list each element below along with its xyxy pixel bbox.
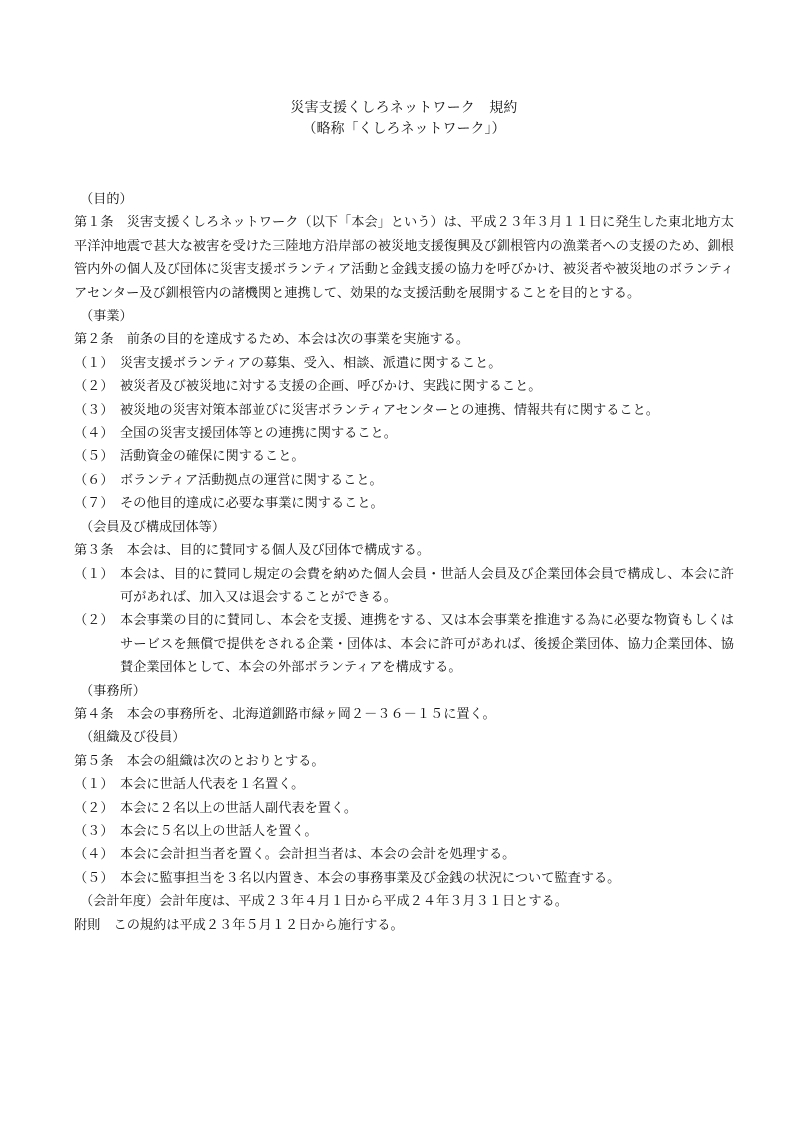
supplementary-provision: 附則 この規約は平成２３年５月１２日から施行する。: [74, 917, 404, 933]
article-5: 第５条 本会の組織は次のとおりとする。: [74, 753, 325, 769]
item-text: 被災者及び被災地に対する支援の企画、呼びかけ、実践に関すること。: [120, 379, 542, 395]
item-number: （５）: [74, 870, 114, 886]
article-3: 第３条 本会は、目的に賛同する個人及び団体で構成する。: [74, 543, 431, 559]
item-number: （１）: [74, 566, 114, 582]
article-1: 第１条 災害支援くしろネットワーク（以下「本会」という）は、平成２３年３月１１日に発生した東北地方太平洋沖地震で甚大な被害を受けた三陸地方沿岸部の被災地支援復興及び釧根管内の漁業者への支援のため、釧根管内外の個人及び団体に災害支援ボランティア活動と金銭支援の協力を呼びかけ、被災者や被災地のボランティアセンター及び釧根管内の諸機関と連携して、効果的な支援活動を展開することを目的とする。: [74, 215, 734, 301]
list-item: [74, 773, 734, 796]
list-item: [74, 797, 734, 820]
list-item: [74, 563, 734, 610]
list-item: [74, 445, 734, 468]
document-page: [74, 98, 734, 937]
item-text: 本会に５名以上の世話人を置く。: [120, 823, 318, 839]
item-number: （６）: [74, 472, 114, 488]
item-text: 災害支援ボランティアの募集、受入、相談、派遣に関すること。: [120, 355, 502, 371]
heading-office: （事務所）: [80, 683, 146, 699]
list-item: [74, 352, 734, 375]
item-number: （２）: [74, 379, 114, 395]
list-item: [74, 469, 734, 492]
item-text: 本会事業の目的に賛同し、本会を支援、連携をする、又は本会事業を推進する為に必要な物資もしくはサービスを無償で提供をされる企業・団体は、本会に許可があれば、後援企業団体、協力企業団体、協賛企業団体として、本会の外部ボランティアを構成する。: [120, 613, 734, 676]
list-item: [74, 422, 734, 445]
item-text: 本会に世話人代表を１名置く。: [120, 777, 305, 793]
item-number: （２）: [74, 613, 114, 629]
item-number: （４）: [74, 426, 114, 442]
heading-business: （事業）: [80, 309, 133, 325]
item-text: 本会は、目的に賛同し規定の会費を納めた個人会員・世話人会員及び企業団体会員で構成し、本会に許可があれば、加入又は退会することができる。: [120, 566, 734, 605]
item-number: （３）: [74, 823, 114, 839]
item-number: （５）: [74, 449, 114, 465]
item-text: 本会に会計担当者を置く。会計担当者は、本会の会計を処理する。: [120, 847, 516, 863]
item-text: 全国の災害支援団体等との連携に関すること。: [120, 426, 397, 442]
item-number: （１）: [74, 355, 114, 371]
list-item: [74, 492, 734, 515]
list-item: [74, 609, 734, 679]
item-text: ボランティア活動拠点の運営に関すること。: [120, 472, 383, 488]
list-item: [74, 867, 734, 890]
list-item: [74, 399, 734, 422]
list-item: [74, 375, 734, 398]
document-title: 災害支援くしろネットワーク 規約: [290, 100, 518, 116]
item-number: （３）: [74, 402, 114, 418]
heading-organization: （組織及び役員）: [80, 730, 186, 746]
item-number: （４）: [74, 847, 114, 863]
fiscal-year: （会計年度）会計年度は、平成２３年４月１日から平成２４年３月３１日とする。: [80, 894, 568, 910]
item-number: （７）: [74, 496, 114, 512]
item-text: 本会に２名以上の世話人副代表を置く。: [120, 800, 358, 816]
item-text: 被災地の災害対策本部並びに災害ボランティアセンターとの連携、情報共有に関すること。: [120, 402, 659, 418]
item-text: 本会に監事担当を３名以内置き、本会の事務事業及び金銭の状況について監査する。: [120, 870, 621, 886]
item-text: 活動資金の確保に関すること。: [120, 449, 305, 465]
article-4: 第４条 本会の事務所を、北海道釧路市緑ヶ岡２－３６－１５に置く。: [74, 706, 496, 722]
item-number: （２）: [74, 800, 114, 816]
heading-members: （会員及び構成団体等）: [80, 519, 226, 535]
list-item: [74, 820, 734, 843]
document-subtitle: （略称「くしろネットワーク」）: [302, 121, 506, 137]
heading-purpose: （目的）: [80, 192, 133, 207]
list-item: [74, 843, 734, 866]
item-number: （１）: [74, 777, 114, 793]
article-2: 第２条 前条の目的を達成するため、本会は次の事業を実施する。: [74, 332, 470, 348]
item-text: その他目的達成に必要な事業に関すること。: [120, 496, 384, 512]
